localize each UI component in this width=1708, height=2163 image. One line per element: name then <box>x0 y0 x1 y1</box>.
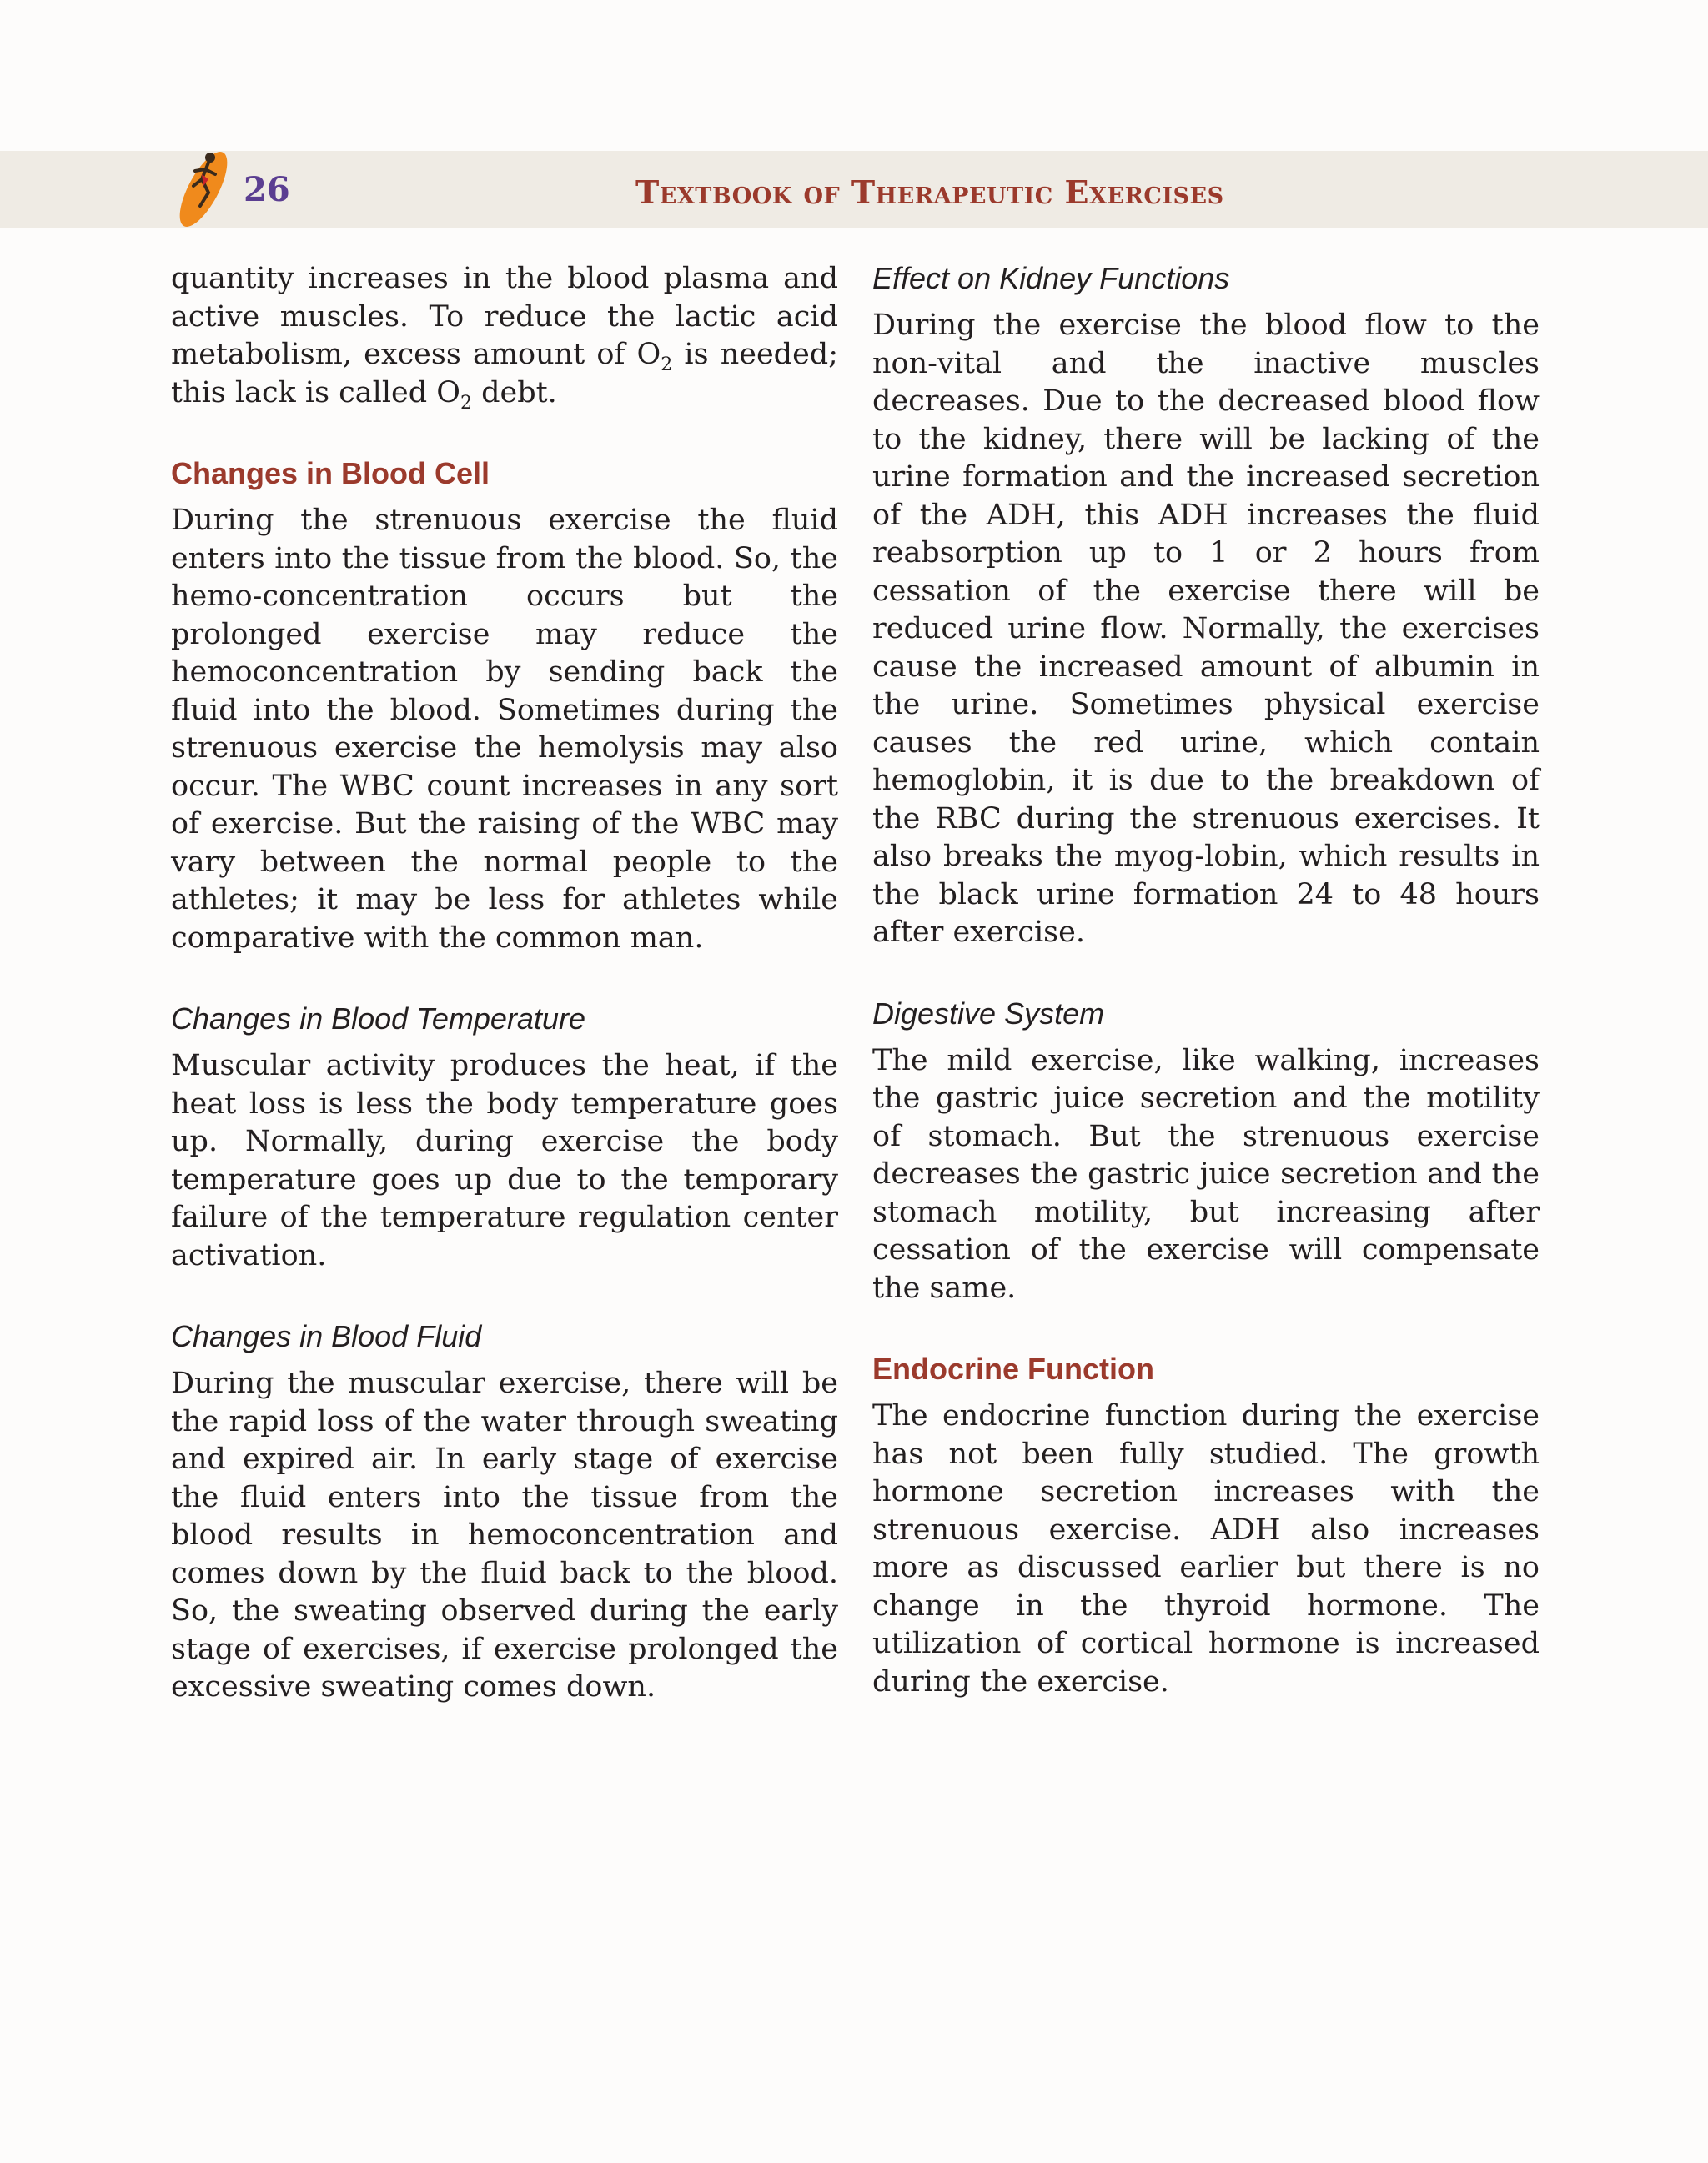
intro-paragraph: quantity increases in the blood plasma and active muscles. To reduce the lactic acid metabolism, excess amount of $O_2$ is needed; this lack is called $O_2$ debt. <box>171 262 838 414</box>
blood-temperature-paragraph: Muscular activity produces the heat, if the heat loss is less the body temperature goes up. Normally, during exercise the body temperature goes up due to the temporary failure of the temperature regulation center activation. <box>171 1049 838 1272</box>
digestive-paragraph: The mild exercise, like walking, increases the gastric juice secretion and the motility of stomach. But the strenuous exercise decreases the gastric juice secretion and the stomach motility, but increasing after cessation of the exercise will compensate the same. <box>872 1043 1540 1305</box>
section-heading-blood-cell: Changes in Blood Cell <box>171 456 490 490</box>
blood-cell-paragraph: During the strenuous exercise the fluid enters into the tissue from the blood. So, the hemo-concentration occurs but the prolonged exercise may reduce the hemoconcentration by sending back the fluid into the blood. Sometimes during the strenuous exercise the hemolysis may also occur. The WBC count increases in any sort of exercise. But the raising of the WBC may vary between the normal people to the athletes; it may be less for athletes while comparative with the common man. <box>171 504 838 955</box>
left-column <box>171 260 838 1707</box>
subheading-blood-temperature: Changes in Blood Temperature <box>171 1001 585 1036</box>
endocrine-paragraph: The endocrine function during the exercise has not been fully studied. The growth hormone secretion increases with the strenuous exercise. ADH also increases more as discussed earlier but there is no change in the thyroid hormone. The utilization of cortical hormone is increased during the exercise. <box>872 1399 1540 1699</box>
blood-fluid-paragraph: During the muscular exercise, there will be the rapid loss of the water through sweating and expired air. In early stage of exercise the fluid enters into the tissue from the blood results in hemoconcentration and comes down by the fluid back to the blood. So, the sweating observed during the early stage of exercises, if exercise prolonged the excessive sweating comes down. <box>171 1367 838 1704</box>
running-figure-icon <box>163 146 244 229</box>
running-title: Textbook of Therapeutic Exercises <box>635 173 1224 211</box>
subheading-digestive-system: Digestive System <box>872 996 1105 1031</box>
page-number: 26 <box>244 170 290 209</box>
subheading-blood-fluid: Changes in Blood Fluid <box>171 1319 482 1353</box>
section-heading-endocrine: Endocrine Function <box>872 1352 1154 1386</box>
subheading-kidney-functions: Effect on Kidney Functions <box>872 261 1230 295</box>
kidney-paragraph: During the exercise the blood flow to the non-vital and the inactive muscles decreases. Due to the decreased blood flow to the kidney, there will be lacking of the urine formation and the increased secretion of the ADH, this ADH increases the fluid reabsorption up to 1 or 2 hours from cessation of the exercise there will be reduced urine flow. Normally, the exercises cause the increased amount of albumin in the urine. Sometimes physical exercise causes the red urine, which contain hemoglobin, it is due to the breakdown of the RBC during the strenuous exercises. It also breaks the myog-lobin, which results in the black urine formation 24 to 48 hours after exercise. <box>872 309 1540 949</box>
right-column <box>872 260 1540 1701</box>
